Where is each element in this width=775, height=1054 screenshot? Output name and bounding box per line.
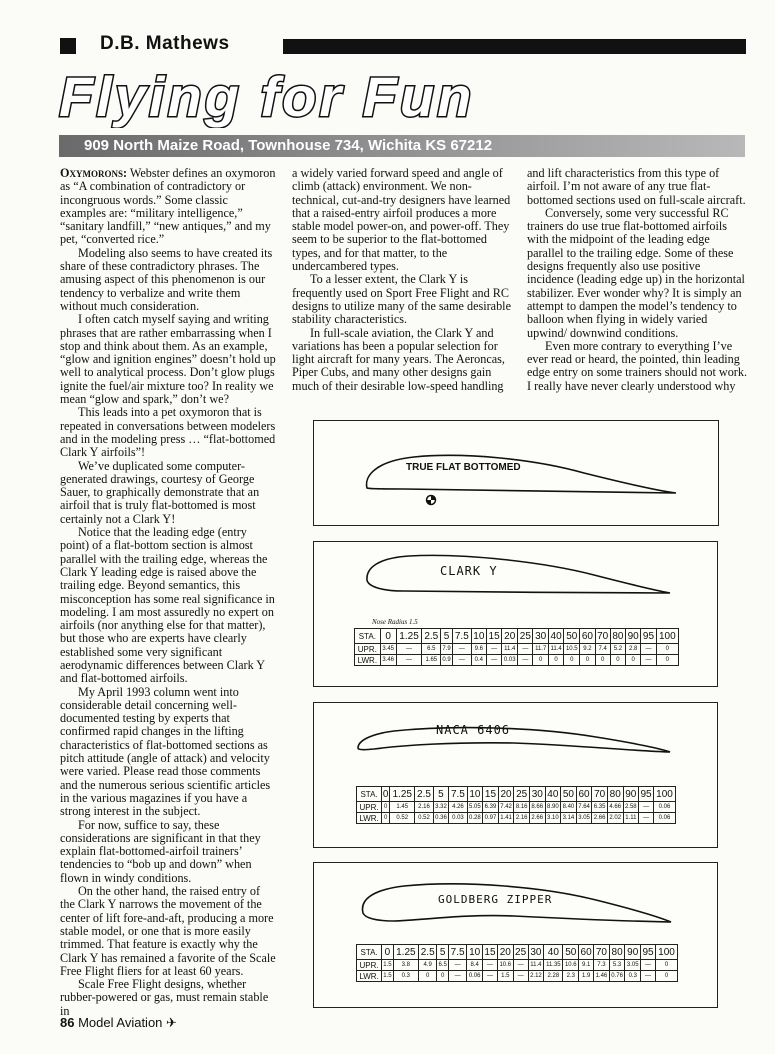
table-cell: 11.7 (533, 644, 548, 655)
table-cell: 40 (545, 787, 561, 802)
table-cell: 2.12 (528, 971, 544, 982)
table-cell: 0 (656, 971, 678, 982)
paragraph-text: Modeling also seems to have created its share of these contradictory phrases. The amusing aspect of this phenomenon is our tendency to verbalize and write them without much consideration. (60, 245, 273, 313)
table-cell: 0 (382, 813, 390, 824)
table-cell: — (513, 971, 528, 982)
paragraph-text: On the other hand, the raised entry of the Clark Y narrows the movement of the center of lift fore-and-aft, producing a more stable model, or one that is more easily trimmed. That feature is exactly why the Clark Y has remained a favorite of the Scale Free Flight fliers for at least 60 years. (60, 884, 276, 978)
table-cell: 8.4 (467, 960, 483, 971)
table-cell: 2.66 (592, 813, 608, 824)
table-cell: 0.9 (441, 655, 453, 666)
table-cell: 2.8 (626, 644, 641, 655)
row-label: STA. (357, 945, 382, 960)
table-cell: 4.66 (607, 802, 623, 813)
figure-true-flat-bottomed (313, 420, 719, 526)
table-cell: 25 (515, 946, 527, 958)
paragraph (60, 460, 276, 526)
table-cell: 2.66 (529, 813, 545, 824)
row-label: UPR. (355, 644, 381, 655)
table-cell: 0 (610, 655, 625, 666)
table-cell: 95 (641, 629, 656, 644)
figure-clark-y (313, 541, 718, 687)
upper-row (357, 960, 678, 971)
table-cell: 0.76 (609, 971, 625, 982)
table-cell: 4.26 (449, 802, 467, 813)
paragraph (60, 247, 276, 313)
table-cell: 7.5 (449, 787, 467, 802)
column-title (55, 68, 595, 128)
upper-row (357, 802, 676, 813)
text-column-1 (60, 167, 276, 1018)
table-cell: 0.52 (390, 813, 415, 824)
table-cell: 3.14 (561, 813, 577, 824)
paragraph-text: For now, suffice to say, these considerations are significant in that they explain flat-bottomed-airfoil trainers’ tendencies to “bob up and down” when flown in windy conditions. (60, 817, 261, 885)
table-cell: 0.06 (654, 813, 676, 824)
page-number: 86 (60, 1015, 75, 1030)
table-cell: 9.1 (579, 960, 594, 971)
paragraph (292, 273, 512, 326)
table-cell: 0.03 (449, 813, 467, 824)
table-cell: 0 (656, 644, 678, 655)
table-cell: 25 (514, 787, 530, 802)
paragraph (60, 978, 276, 1018)
table-cell: 10 (467, 787, 483, 802)
table-cell: — (448, 971, 466, 982)
table-cell: 90 (626, 629, 641, 644)
table-cell: 3.32 (433, 802, 449, 813)
paragraph-text: In full-scale aviation, the Clark Y and variations has been a popular selection for light aircraft for many years. The Aeroncas, Piper Cubs, and many other designs gain much of their desirable low-speed handling (292, 325, 505, 393)
table-cell: 100 (656, 629, 678, 644)
paragraph (60, 406, 276, 459)
table-cell: 1.25 (390, 787, 415, 802)
text-column-3 (527, 167, 747, 393)
table-cell: 7.3 (594, 960, 610, 971)
paragraph-text: We’ve duplicated some computer-generated drawings, courtesy of George Sauer, to graphically demonstrate that an airfoil that is truly flat-bottomed is most certainly not a Clark Y! (60, 458, 260, 526)
table-cell: 1.5 (382, 971, 394, 982)
table-cell: 4.9 (418, 960, 436, 971)
table-cell: 0 (656, 960, 678, 971)
table-cell: 0.4 (471, 655, 486, 666)
figure-naca-6406 (313, 702, 718, 848)
table-cell: 2.16 (514, 813, 530, 824)
figure-label: TRUE FLAT BOTTOMED (406, 462, 521, 473)
table-cell: 3.46 (380, 655, 396, 666)
table-cell: 1.11 (623, 813, 639, 824)
table-cell: 2.28 (544, 971, 563, 982)
paragraph (60, 167, 276, 247)
table-cell: 30 (533, 629, 548, 644)
airfoil-clark-y (314, 542, 717, 622)
table-cell: 70 (594, 945, 610, 960)
magazine-name: Model Aviation (78, 1015, 163, 1030)
table-cell: 95 (640, 788, 652, 800)
table-cell: 90 (625, 945, 641, 960)
station-row (355, 629, 679, 644)
station-table (356, 786, 676, 824)
station-row (357, 945, 678, 960)
table-cell: — (396, 655, 422, 666)
paragraph-text: This leads into a pet oxymoron that is repeated in conversations between modelers and in the modeling press … “flat-bottomed Clark Y airfoils”! (60, 405, 276, 460)
station-table (356, 944, 678, 982)
table-cell: 0.06 (467, 971, 483, 982)
table-cell: 2.3 (563, 971, 579, 982)
table-cell: 60 (580, 629, 595, 644)
header-rule (283, 39, 746, 54)
table-cell: 0 (656, 655, 678, 666)
paragraph (60, 526, 276, 686)
table-cell: 7.4 (595, 644, 610, 655)
row-label: LWR. (357, 813, 382, 824)
table-cell: 100 (654, 787, 676, 802)
upper-row (355, 644, 679, 655)
table-cell: 6.39 (483, 802, 499, 813)
table-cell: 0.28 (467, 813, 483, 824)
header-square (60, 38, 76, 54)
table-cell: — (639, 813, 654, 824)
table-cell: 0.06 (654, 802, 676, 813)
table-cell: 7.64 (576, 802, 592, 813)
table-cell: 0.36 (433, 813, 449, 824)
table-cell: 6.35 (592, 802, 608, 813)
table-cell: 25 (518, 629, 533, 644)
row-label: STA. (355, 629, 381, 644)
row-label: STA. (357, 787, 382, 802)
paragraph-text: To a lesser extent, the Clark Y is frequently used on Sport Free Flight and RC designs to utilize many of the same desirable stability characteristics. (292, 272, 511, 327)
table-cell: 3.10 (545, 813, 561, 824)
paragraph-text: a widely varied forward speed and angle of climb (attack) environment. We non-technical, cut-and-try designers have learned that a raised-entry airfoil produces a more stable model power-on, and power-off. They seem to be superior to the flat-bottomed types, and for that matter, to the undercambered types. (292, 166, 511, 274)
table-cell: 70 (595, 629, 610, 644)
table-cell: 5 (441, 629, 453, 644)
table-cell: 95 (642, 946, 654, 958)
table-cell: 0 (595, 655, 610, 666)
table-cell: 9.2 (580, 644, 595, 655)
table-cell: 80 (610, 629, 625, 644)
table-cell: 2.16 (415, 802, 433, 813)
title-text: Flying for Fun (59, 68, 475, 128)
table-cell: 20 (502, 629, 518, 644)
table-cell: — (641, 971, 656, 982)
table-cell: 11.4 (502, 644, 518, 655)
table-cell: 7.9 (441, 644, 453, 655)
table-cell: 7.5 (452, 629, 471, 644)
airfoil-naca-6406 (314, 703, 717, 783)
station-table (354, 628, 679, 666)
table-cell: 80 (607, 787, 623, 802)
table-cell: — (482, 971, 497, 982)
table-cell: 80 (609, 945, 625, 960)
table-cell: 9.6 (471, 644, 486, 655)
table-cell: 5.2 (610, 644, 625, 655)
paragraph-text: and lift characteristics from this type of airfoil. I’m not aware of any true flat-bottomed sections used on full-scale aircraft. (527, 166, 746, 207)
table-cell: 0 (437, 971, 449, 982)
paragraph (292, 327, 512, 393)
table-cell: 15 (484, 946, 496, 958)
paragraph-text: Webster defines an oxymoron as “A combination of contradictory or incongruous words.” Some classic examples are: “military intelligence,” “sanitary landfill,” “new antiques,” and my pet, “converted rice.” (60, 166, 276, 247)
table-cell: 15 (486, 629, 501, 644)
paragraph (527, 340, 747, 393)
table-cell: 8.40 (561, 802, 577, 813)
table-cell: 3.05 (576, 813, 592, 824)
table-cell: 0 (382, 788, 389, 800)
text-column-2 (292, 167, 512, 393)
paragraph-text: Even more contrary to everything I’ve ever read or heard, the pointed, thin leading edge entry on some trainers should not work. I really have never clearly understood why (527, 338, 748, 393)
table-cell: 6.5 (422, 644, 441, 655)
table-cell: 0 (382, 802, 390, 813)
lower-row (357, 971, 678, 982)
author-name: D.B. Mathews (100, 33, 230, 54)
paragraph (527, 167, 747, 207)
lead-in: Oxymorons: (60, 166, 128, 180)
table-cell: 1.25 (393, 945, 418, 960)
table-cell: 2.58 (623, 802, 639, 813)
paragraph (60, 819, 276, 885)
table-cell: 2.5 (422, 629, 441, 644)
table-cell: 1.5 (497, 971, 513, 982)
table-cell: 0 (382, 945, 394, 960)
table-cell: 0.3 (393, 971, 418, 982)
table-cell: 60 (576, 787, 592, 802)
table-cell: — (396, 644, 422, 655)
table-cell: 15 (483, 787, 499, 802)
table-cell: 8.90 (545, 802, 561, 813)
table-cell: — (486, 655, 501, 666)
table-cell: 30 (529, 787, 545, 802)
table-cell: 50 (563, 945, 579, 960)
table-cell: 10.5 (564, 644, 580, 655)
table-cell: 40 (548, 629, 563, 644)
table-cell: — (482, 960, 497, 971)
table-cell: 10 (471, 629, 486, 644)
table-cell: — (486, 644, 501, 655)
table-cell: 8.16 (514, 802, 530, 813)
table-cell: 0.52 (415, 813, 433, 824)
table-cell: 2.5 (415, 787, 433, 802)
table-cell: 20 (498, 787, 514, 802)
table-cell: 0 (626, 655, 641, 666)
figure-goldberg-zipper (313, 862, 718, 1008)
table-cell: 10 (467, 945, 483, 960)
table-cell: — (448, 960, 466, 971)
table-cell: 2.02 (607, 813, 623, 824)
table-cell: — (641, 644, 656, 655)
table-cell: 3.8 (393, 960, 418, 971)
table-cell: 1.9 (579, 971, 594, 982)
row-label: UPR. (357, 802, 382, 813)
table-cell: — (641, 960, 656, 971)
table-cell: 1.5 (382, 960, 394, 971)
table-cell: 20 (497, 945, 513, 960)
airfoil-true-flat-bottomed (314, 421, 718, 525)
figure-label: NACA 6406 (436, 723, 511, 737)
nose-radius-note: Nose Radius 1.5 (372, 618, 418, 626)
table-cell: 0 (418, 971, 436, 982)
table-cell: 0.97 (483, 813, 499, 824)
table-cell: 5 (433, 787, 449, 802)
table-cell: — (513, 960, 528, 971)
paragraph-text: Notice that the leading edge (entry point) of a flat-bottom section is almost parallel with the trailing edge, whereas the Clark Y leading edge is raised above the trailing edge. Beyond semantics, this misconception has some real significance in modeling. I am most assuredly no expert on airfoils (nor anything else for that matter), but those who are experts have clearly established some very significant aerodynamic differences between Clark Y and flat-bottomed airfoils. (60, 525, 275, 686)
table-cell: 3.05 (625, 960, 641, 971)
table-cell: 5.3 (609, 960, 625, 971)
table-cell: 40 (544, 945, 563, 960)
paragraph (60, 313, 276, 406)
table-cell: — (518, 655, 533, 666)
table-cell: 90 (623, 787, 639, 802)
table-cell: 8.66 (529, 802, 545, 813)
table-cell: 1.65 (422, 655, 441, 666)
station-row (357, 787, 676, 802)
table-cell: 11.4 (528, 960, 544, 971)
table-cell: 11.35 (544, 960, 563, 971)
table-cell: 30 (528, 945, 544, 960)
table-cell: 7.5 (448, 945, 466, 960)
paragraph-text: Scale Free Flight designs, whether rubber-powered or gas, must remain stable in (60, 977, 269, 1018)
table-cell: 50 (561, 787, 577, 802)
table-cell: 60 (580, 946, 592, 958)
paragraph-text: My April 1993 column went into considerable detail concerning well-documented testing by experts that confirmed rapid changes in the lifting characteristics of flat-bottomed sections as pitch attitude (angle of attack) and velocity were varied. Please read those comments and the numerous serious scientific articles in the various magazines if you have a strong interest in the subject. (60, 684, 271, 819)
row-label: UPR. (357, 960, 382, 971)
row-label: LWR. (355, 655, 381, 666)
table-cell: 1.25 (396, 629, 422, 644)
table-cell: — (452, 644, 471, 655)
table-cell: — (452, 655, 471, 666)
paragraph-text: I often catch myself saying and writing phrases that are rather embarrassing when I stop and think about them. As an example, “glow and ignition engines” doesn’t hold up well to analytical process. Don’t glow plugs ignite the fuel/air mixture too? In reality we mean “glow and spark,” don’t we? (60, 312, 276, 407)
lower-row (355, 655, 679, 666)
figure-label: CLARK Y (440, 564, 498, 578)
table-cell: 100 (656, 945, 678, 960)
paragraph-text: Conversely, some very successful RC trainers do use true flat-bottomed airfoils with the midpoint of the leading edge parallel to the trailing edge. Some of these designs frequently also use positive incidence (leading edge up) in the horizontal stabilizer. Ever wonder why? It is simply an attempt to dampen the model’s tendency to balloon when flying in widely varied upwind/ downwind conditions. (527, 205, 745, 340)
table-cell: 5 (437, 945, 449, 960)
table-cell: 70 (592, 787, 608, 802)
paragraph (60, 686, 276, 819)
address-banner: 909 North Maize Road, Townhouse 734, Wichita KS 67212 (59, 135, 745, 157)
table-cell: 1.41 (498, 813, 514, 824)
table-cell: 7.42 (498, 802, 514, 813)
plane-arrow-icon: ✈ (166, 1015, 177, 1030)
table-cell: 3.45 (380, 644, 396, 655)
table-cell: 2.5 (418, 945, 436, 960)
table-cell: — (641, 655, 656, 666)
table-cell: 6.5 (437, 960, 449, 971)
row-label: LWR. (357, 971, 382, 982)
table-cell: 11.4 (548, 644, 563, 655)
table-cell: 0.03 (502, 655, 518, 666)
table-cell: 5.05 (467, 802, 483, 813)
paragraph (60, 885, 276, 978)
table-cell: 10.6 (497, 960, 513, 971)
table-cell: 1.45 (390, 802, 415, 813)
table-cell: 0.3 (625, 971, 641, 982)
table-cell: — (518, 644, 533, 655)
table-cell: 50 (564, 629, 580, 644)
table-cell: 0 (548, 655, 563, 666)
table-cell: — (639, 802, 654, 813)
paragraph (292, 167, 512, 273)
lower-row (357, 813, 676, 824)
page-footer (60, 1015, 177, 1031)
table-cell: 10.6 (563, 960, 579, 971)
table-cell: 0 (564, 655, 580, 666)
table-cell: 0 (533, 655, 548, 666)
table-cell: 1.46 (594, 971, 610, 982)
table-cell: 0 (380, 629, 396, 644)
table-cell: 0 (580, 655, 595, 666)
figure-label: GOLDBERG ZIPPER (438, 893, 553, 906)
paragraph (527, 207, 747, 340)
